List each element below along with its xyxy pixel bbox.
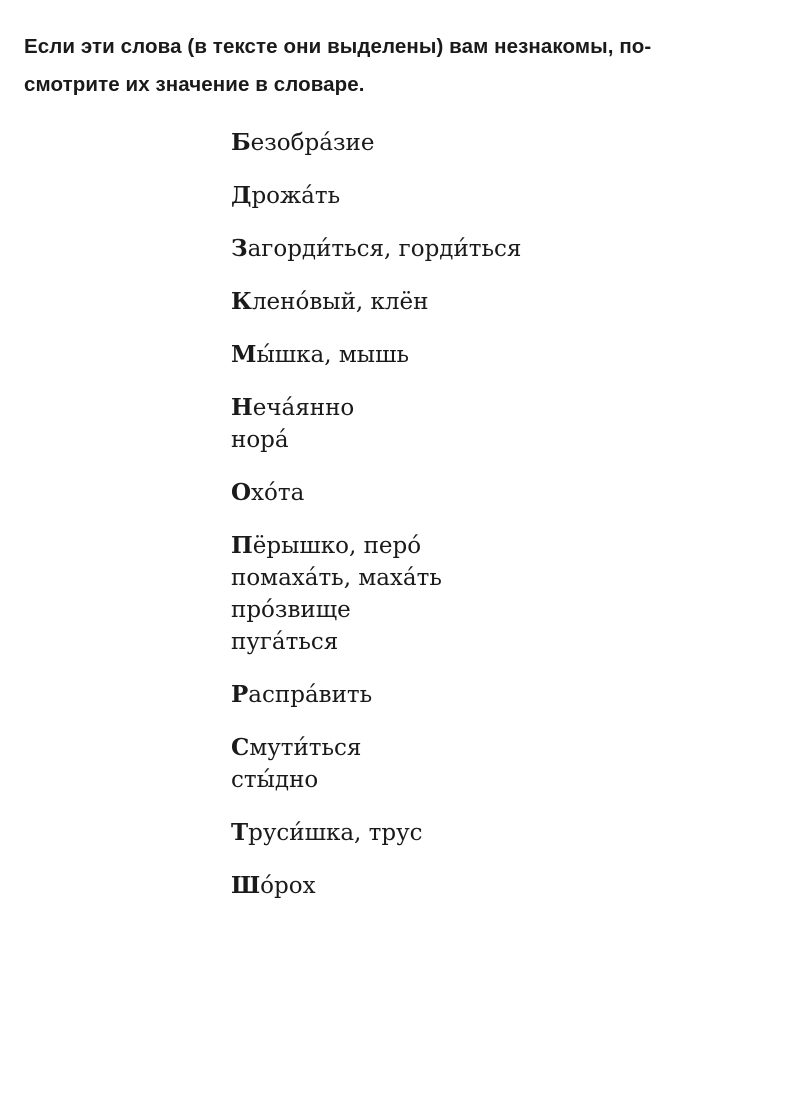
word-entry (231, 477, 771, 509)
word-text: пуга́ться (231, 629, 339, 655)
word-text: еча́янно (252, 395, 355, 421)
word-text: ёрышко, перо́ (252, 533, 422, 559)
initial-letter: Р (231, 681, 249, 708)
initial-letter: Т (231, 819, 249, 846)
word-entry (231, 233, 771, 265)
word-entry (231, 392, 771, 456)
initial-letter: Д (231, 182, 252, 209)
headword-line (231, 233, 771, 265)
word-text: про́звище (231, 597, 351, 623)
word-text: ы́шка, мышь (256, 342, 409, 368)
word-entry (231, 679, 771, 711)
instruction-line-2: смотрите их значение в словаре. (24, 73, 365, 96)
initial-letter: О (231, 479, 252, 506)
headword-line (231, 127, 771, 159)
initial-letter: П (231, 532, 253, 559)
headword-line (231, 732, 771, 764)
headword-line (231, 286, 771, 318)
word-text: рожа́ть (251, 183, 341, 209)
word-entry (231, 817, 771, 849)
initial-letter: Ш (231, 872, 261, 899)
word-text: о́рох (260, 873, 316, 899)
related-word-line (231, 594, 771, 626)
headword-line (231, 392, 771, 424)
initial-letter: Б (231, 129, 251, 156)
word-text: лено́вый, клён (251, 289, 429, 315)
instruction-text (24, 28, 764, 104)
initial-letter: К (231, 288, 252, 315)
word-text: аспра́вить (248, 682, 373, 708)
word-text: помаха́ть, маха́ть (231, 565, 442, 591)
word-text: руси́шка, трус (248, 820, 423, 846)
related-word-line (231, 562, 771, 594)
word-entry (231, 870, 771, 902)
initial-letter: Н (231, 394, 253, 421)
word-entry (231, 127, 771, 159)
related-word-line (231, 626, 771, 658)
word-entry (231, 180, 771, 212)
word-entry (231, 732, 771, 796)
headword-line (231, 870, 771, 902)
word-text: хо́та (251, 480, 305, 506)
headword-line (231, 530, 771, 562)
headword-line (231, 679, 771, 711)
headword-line (231, 817, 771, 849)
word-text: агорди́ться, горди́ться (247, 236, 522, 262)
instruction-line-1: Если эти слова (в тексте они выделены) вам незнакомы, по- (24, 35, 652, 58)
word-text: езобра́зие (250, 130, 375, 156)
word-text: сты́дно (231, 767, 319, 793)
initial-letter: М (231, 341, 257, 368)
word-list (231, 127, 771, 923)
related-word-line (231, 424, 771, 456)
headword-line (231, 477, 771, 509)
related-word-line (231, 764, 771, 796)
initial-letter: С (231, 734, 250, 761)
word-entry (231, 286, 771, 318)
headword-line (231, 339, 771, 371)
word-text: мути́ться (249, 735, 362, 761)
headword-line (231, 180, 771, 212)
word-text: нора́ (231, 427, 289, 453)
word-entry (231, 530, 771, 658)
word-entry (231, 339, 771, 371)
initial-letter: З (231, 235, 248, 262)
